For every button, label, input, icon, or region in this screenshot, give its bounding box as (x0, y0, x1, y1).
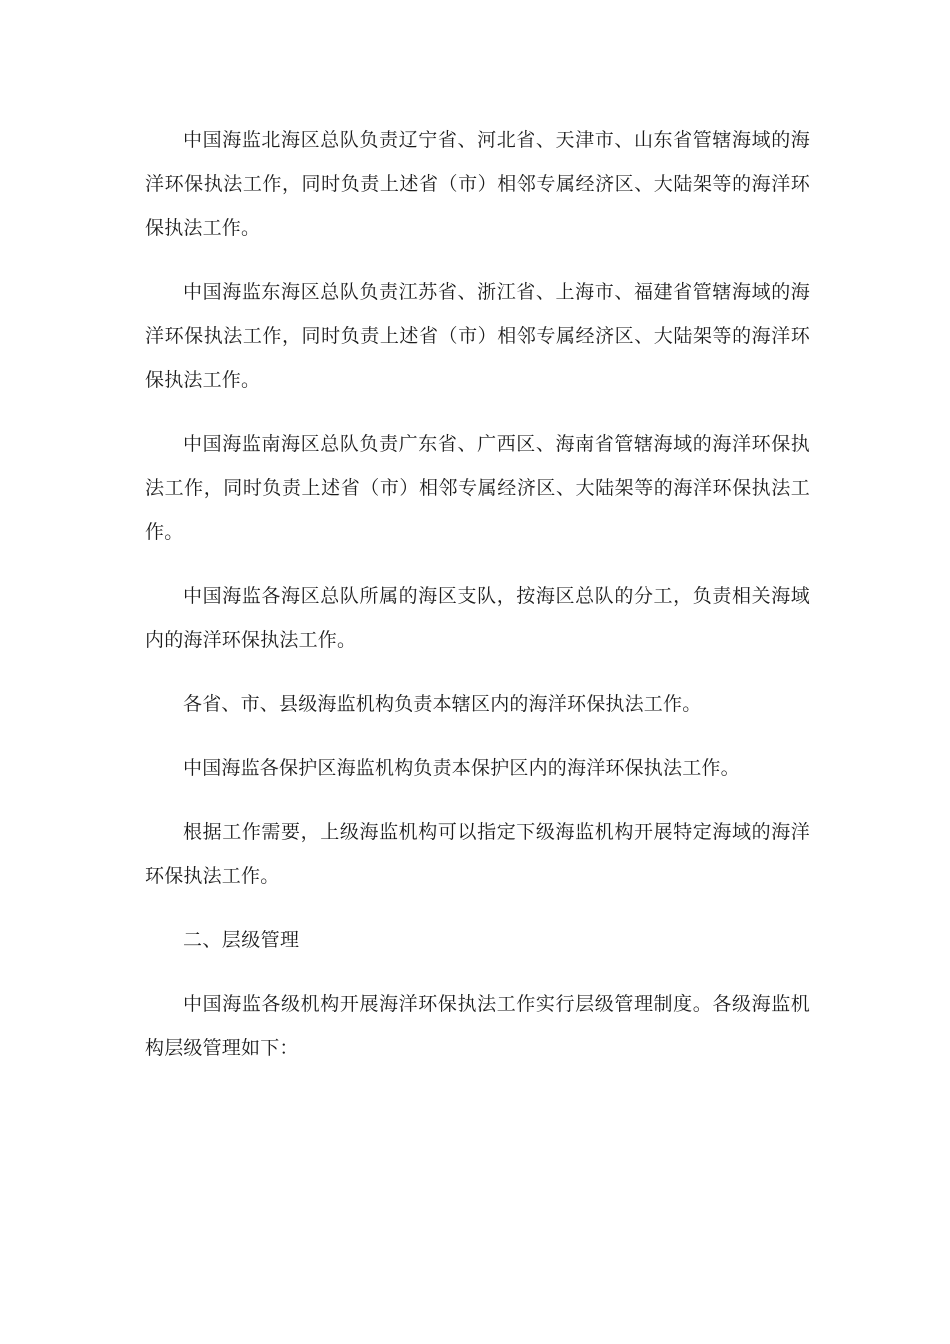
paragraph-detachments: 中国海监各海区总队所属的海区支队，按海区总队的分工，负责相关海域内的海洋环保执法工作。 (145, 585, 810, 651)
paragraph-hierarchy: 中国海监各级机构开展海洋环保执法工作实行层级管理制度。各级海监机构层级管理如下： (145, 993, 810, 1059)
paragraph-protected-areas: 中国海监各保护区海监机构负责本保护区内的海洋环保执法工作。 (183, 757, 740, 779)
paragraph-east-sea-corps: 中国海监东海区总队负责江苏省、浙江省、上海市、福建省管辖海域的海洋环保执法工作，同时负责上述省（市）相邻专属经济区、大陆架等的海洋环保执法工作。 (145, 281, 810, 391)
paragraph-local-agencies: 各省、市、县级海监机构负责本辖区内的海洋环保执法工作。 (183, 693, 702, 715)
paragraph-south-sea-corps: 中国海监南海区总队负责广东省、广西区、海南省管辖海域的海洋环保执法工作，同时负责上述省（市）相邻专属经济区、大陆架等的海洋环保执法工作。 (145, 433, 810, 543)
document-body (145, 118, 810, 1090)
section-heading: 二、层级管理 (183, 929, 300, 951)
paragraph-designation: 根据工作需要，上级海监机构可以指定下级海监机构开展特定海域的海洋环保执法工作。 (145, 821, 810, 887)
paragraph-north-sea-corps: 中国海监北海区总队负责辽宁省、河北省、天津市、山东省管辖海域的海洋环保执法工作，同时负责上述省（市）相邻专属经济区、大陆架等的海洋环保执法工作。 (145, 129, 810, 239)
